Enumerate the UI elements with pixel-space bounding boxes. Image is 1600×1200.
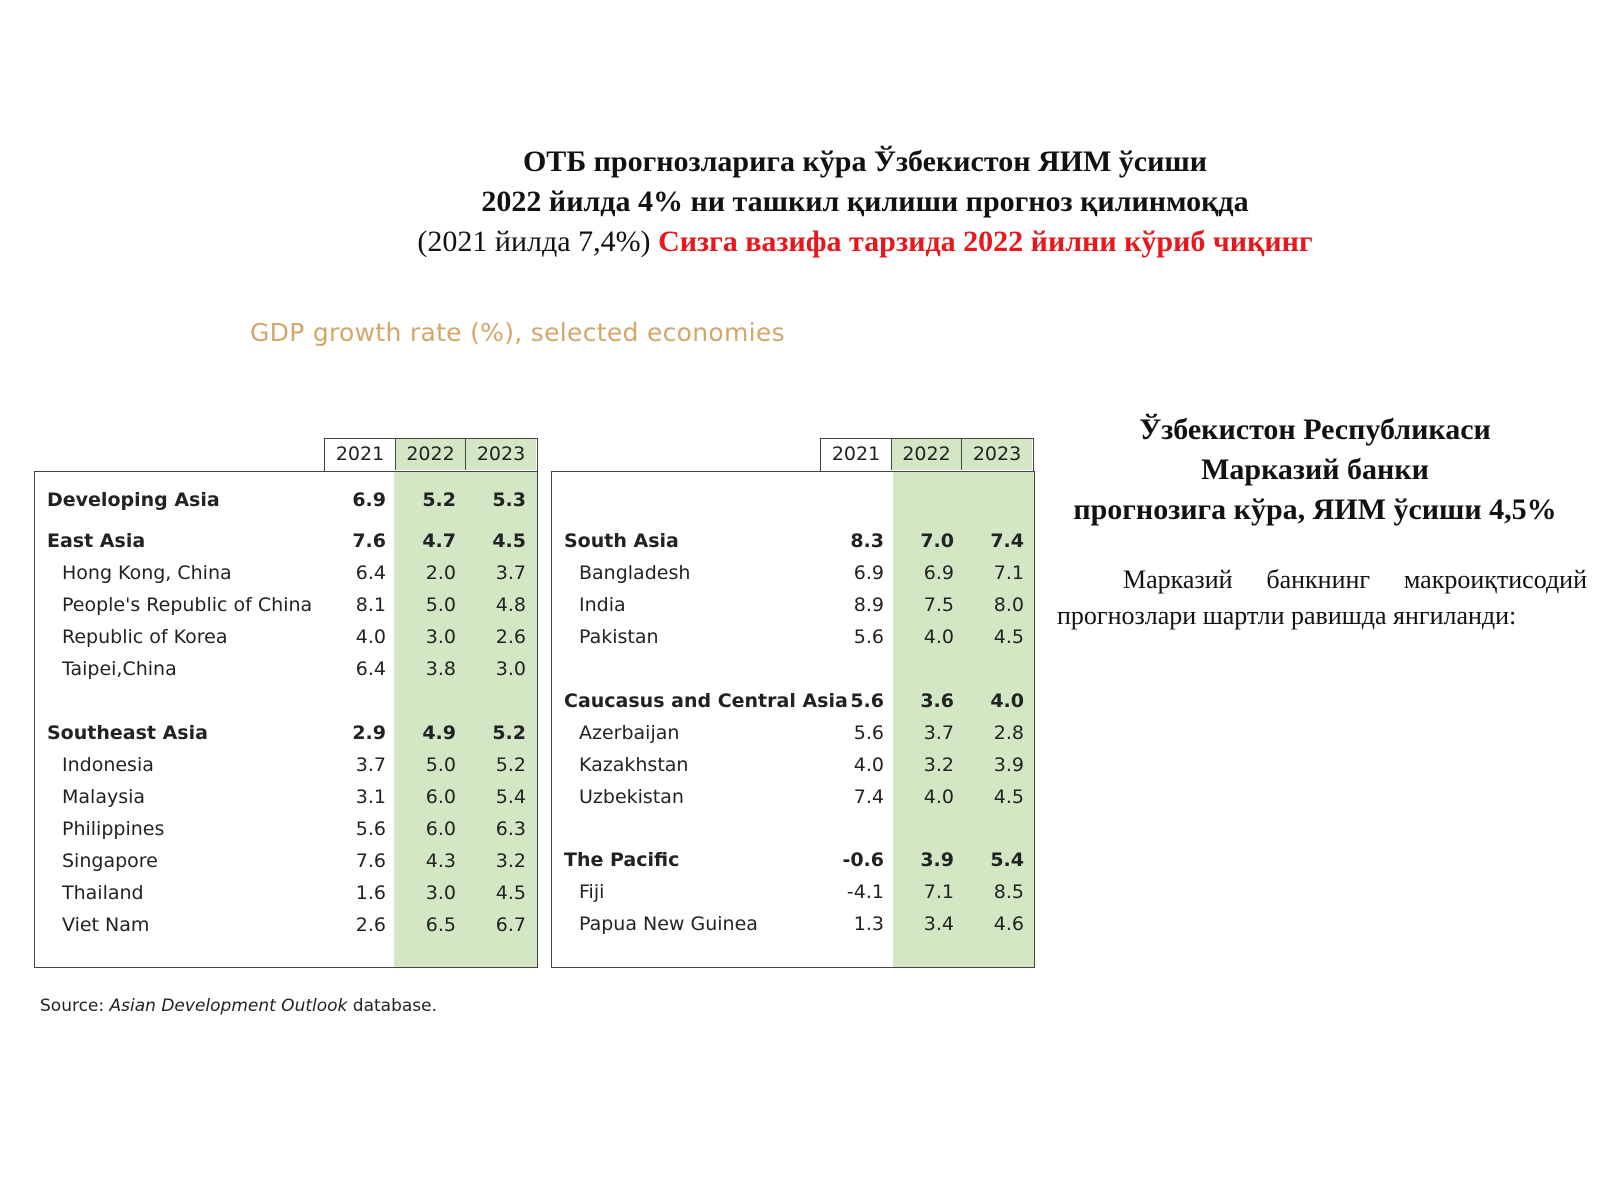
value-2023: 7.4 [990, 530, 1024, 552]
value-2022: 5.0 [425, 594, 456, 616]
value-2022: 5.2 [422, 489, 456, 511]
value-2022: 3.0 [425, 626, 456, 648]
source-prefix: Source: [40, 996, 110, 1016]
cbu-text-line-2: прогнозлари шартли равишда янгиланди: [1057, 601, 1517, 630]
value-2023: 3.0 [495, 658, 526, 680]
value-2022: 3.4 [923, 913, 954, 935]
value-2022: 3.7 [923, 722, 954, 744]
value-2023: 8.5 [993, 881, 1024, 903]
year-2023-header: 2023 [465, 439, 536, 470]
economy-name: Viet Nam [62, 914, 150, 936]
value-2023: 5.2 [495, 754, 526, 776]
value-2022: 2.0 [425, 562, 456, 584]
value-2021: 1.3 [853, 913, 884, 935]
value-2022: 4.0 [923, 786, 954, 808]
value-2022: 6.0 [425, 818, 456, 840]
table-row [552, 621, 1034, 653]
economy-name: The Pacific [564, 849, 680, 871]
economy-name: Pakistan [579, 626, 659, 648]
value-2023: 4.5 [993, 626, 1024, 648]
economy-name: Hong Kong, China [62, 562, 232, 584]
value-2022: 5.0 [425, 754, 456, 776]
value-2023: 4.5 [495, 882, 526, 904]
table-row [35, 557, 537, 589]
year-2023-header: 2023 [961, 439, 1032, 470]
value-2022: 4.7 [422, 530, 456, 552]
table-row [35, 909, 537, 941]
year-2022-header: 2022 [891, 439, 961, 470]
economy-name: Uzbekistan [579, 786, 684, 808]
cbu-text-line-1: Марказий банкнинг макроиқтисодий [1123, 565, 1587, 594]
value-2022: 3.2 [923, 754, 954, 776]
value-2023: 4.5 [993, 786, 1024, 808]
economy-name: East Asia [47, 530, 146, 552]
table-row [35, 877, 537, 909]
economy-name: Republic of Korea [62, 626, 228, 648]
table-row [35, 484, 537, 516]
title-line-2: 2022 йилда 4% ни ташкил қилиши прогноз қилинмоқда [481, 185, 1249, 218]
value-2021: 8.9 [853, 594, 884, 616]
title-task: Сизга вазифа тарзида 2022 йилни кўриб чиқинг [658, 225, 1313, 258]
value-2021: 5.6 [853, 626, 884, 648]
value-2022: 3.9 [920, 849, 954, 871]
value-2022: 3.8 [425, 658, 456, 680]
value-2023: 7.1 [993, 562, 1024, 584]
economy-name: Malaysia [62, 786, 146, 808]
economy-name: Thailand [62, 882, 144, 904]
cbu-heading-line-1: Ўзбекистон Республикаси [1139, 413, 1491, 446]
year-2022-header: 2022 [395, 439, 465, 470]
value-2021: -4.1 [846, 881, 884, 903]
table-row [35, 717, 537, 749]
value-2023: 2.8 [993, 722, 1024, 744]
value-2021: 1.6 [355, 882, 386, 904]
source-note [40, 996, 437, 1016]
table-row [35, 525, 537, 557]
year-header-left [324, 438, 538, 471]
table-row [35, 653, 537, 685]
year-2021-header: 2021 [335, 443, 385, 465]
economy-name: India [579, 594, 626, 616]
economy-name: Developing Asia [47, 489, 220, 511]
value-2021: 2.6 [355, 914, 386, 936]
economy-name: Singapore [62, 850, 158, 872]
economy-name: Caucasus and Central Asia [564, 690, 848, 712]
economy-name: Papua New Guinea [579, 913, 758, 935]
value-2023: 6.3 [495, 818, 526, 840]
value-2021: 7.6 [355, 850, 386, 872]
cbu-heading-line-2: Марказий банки [1201, 453, 1429, 486]
value-2023: 5.2 [492, 722, 526, 744]
table-row [35, 781, 537, 813]
value-2022: 7.5 [923, 594, 954, 616]
value-2021: 2.9 [352, 722, 386, 744]
economy-name: South Asia [564, 530, 679, 552]
table-row [35, 621, 537, 653]
table-row [552, 685, 1034, 717]
value-2022: 6.5 [425, 914, 456, 936]
source-suffix: database. [347, 996, 437, 1016]
value-2022: 7.1 [923, 881, 954, 903]
value-2023: 5.4 [495, 786, 526, 808]
value-2023: 3.7 [495, 562, 526, 584]
table-body-left [34, 471, 538, 968]
economy-name: Indonesia [62, 754, 154, 776]
economy-name: Taipei,China [62, 658, 177, 680]
value-2021: 6.4 [355, 562, 386, 584]
value-2021: 5.6 [355, 818, 386, 840]
economy-name: Azerbaijan [579, 722, 680, 744]
value-2021: 8.1 [355, 594, 386, 616]
value-2022: 3.6 [920, 690, 954, 712]
slide-title [400, 142, 1330, 262]
title-line-3 [400, 222, 1330, 262]
table-row [35, 845, 537, 877]
value-2023: 4.5 [492, 530, 526, 552]
cbu-text [1057, 562, 1587, 634]
economy-name: People's Republic of China [62, 594, 313, 616]
value-2023: 3.2 [495, 850, 526, 872]
value-2021: 5.6 [850, 690, 884, 712]
table-body-right [551, 471, 1035, 968]
table-row [552, 589, 1034, 621]
value-2021: 3.1 [355, 786, 386, 808]
economy-name: Southeast Asia [47, 722, 208, 744]
table-row [552, 844, 1034, 876]
economy-name: Philippines [62, 818, 165, 840]
value-2021: 3.7 [355, 754, 386, 776]
table-row [35, 589, 537, 621]
table-row [552, 557, 1034, 589]
source-title: Asian Development Outlook [109, 996, 348, 1016]
value-2021: 4.0 [355, 626, 386, 648]
value-2022: 6.0 [425, 786, 456, 808]
table-row [552, 876, 1034, 908]
value-2023: 4.0 [990, 690, 1024, 712]
economy-name: Kazakhstan [579, 754, 689, 776]
value-2021: 8.3 [850, 530, 884, 552]
table-caption: GDP growth rate (%), selected economies [250, 318, 785, 347]
economy-name: Bangladesh [579, 562, 691, 584]
value-2021: 4.0 [853, 754, 884, 776]
value-2023: 6.7 [495, 914, 526, 936]
value-2023: 8.0 [993, 594, 1024, 616]
title-line-1: ОТБ прогнозларига кўра Ўзбекистон ЯИМ ўсиши [522, 145, 1208, 178]
value-2022: 3.0 [425, 882, 456, 904]
title-note: (2021 йилда 7,4%) [417, 225, 651, 258]
value-2021: 6.9 [853, 562, 884, 584]
value-2021: 5.6 [853, 722, 884, 744]
value-2022: 4.3 [425, 850, 456, 872]
year-2021-header: 2021 [831, 443, 881, 465]
value-2021: 7.6 [352, 530, 386, 552]
value-2021: 6.9 [352, 489, 386, 511]
value-2021: -0.6 [842, 849, 884, 871]
value-2021: 7.4 [853, 786, 884, 808]
value-2023: 3.9 [993, 754, 1024, 776]
table-row [552, 717, 1034, 749]
table-row [552, 525, 1034, 557]
cbu-heading-line-3: прогнозига кўра, ЯИМ ўсиши 4,5% [1073, 493, 1557, 526]
cbu-heading [1045, 410, 1585, 530]
value-2023: 5.3 [492, 489, 526, 511]
table-row [552, 908, 1034, 940]
table-row [552, 781, 1034, 813]
table-row [35, 813, 537, 845]
economy-name: Fiji [579, 881, 605, 903]
value-2022: 4.0 [923, 626, 954, 648]
value-2023: 5.4 [990, 849, 1024, 871]
value-2023: 4.6 [993, 913, 1024, 935]
value-2022: 4.9 [422, 722, 456, 744]
table-row [552, 749, 1034, 781]
value-2023: 4.8 [495, 594, 526, 616]
year-header-right [820, 438, 1034, 471]
table-row [35, 749, 537, 781]
value-2021: 6.4 [355, 658, 386, 680]
value-2022: 7.0 [920, 530, 954, 552]
value-2022: 6.9 [923, 562, 954, 584]
value-2023: 2.6 [495, 626, 526, 648]
